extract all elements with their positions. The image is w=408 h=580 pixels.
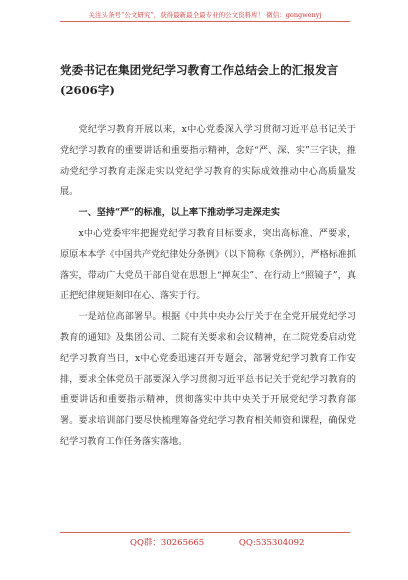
document-title: 党委书记在集团党纪学习教育工作总结会上的汇报发言 — [60, 63, 339, 77]
body-paragraph: 一是站位高部署早。根据《中共中央办公厅关于在全党开展党纪学习教育的通知》及集团公司、二院有关要求和会议精神，在二院党委启动党纪学习教育当日，x中心党委迅速召开专题会，部署党纪学习教育工作安排，要求全体党员干部要深入学习贯彻习近平总书记关于党纪学习教育的重要讲话和重要指示精神，贯彻落实中共中央关于开展党纪学习教育部署。要求培训部门要尽快梳理筹备党纪学习教育相关师资和课程，确保党纪学习教育工作任务落实落地。 — [60, 312, 356, 447]
body-paragraph: x中心党委牢牢把握党纪学习教育目标要求，突出高标准、严要求，原原本本学《中国共产党纪律处分条例》（以下简称《条例》），严格标准抓落实，带动广大党员干部自觉在思想上“掸灰尘”、在行动上“照镜子”，真正把纪律规矩刻印在心、落实于行。 — [60, 228, 356, 302]
footer-contact — [130, 536, 304, 548]
document-body — [60, 120, 356, 453]
section-heading: 一、坚持“严”的标准，以上率下推动学习走深走实 — [78, 207, 280, 219]
intro-paragraph: 党纪学习教育开展以来，x中心党委深入学习贯彻习近平总书记关于党纪学习教育的重要讲话和重要指示精神，念好“严、深、实”三字诀，推动党纪学习教育走深走实以党纪学习教育的实际成效推动中心高质量发展。 — [60, 125, 356, 198]
footer-qq-number: QQ:535304092 — [238, 538, 305, 548]
word-count: (2606字) — [60, 83, 115, 97]
header-banner: 关注头条号“公文研究”，获得最新最全最专业的公文资料库！ 微信：gongwenyj — [88, 11, 322, 19]
footer-qq-group: QQ群：30265665 — [130, 538, 205, 548]
header-divider — [60, 21, 350, 22]
footer-divider — [60, 532, 350, 533]
